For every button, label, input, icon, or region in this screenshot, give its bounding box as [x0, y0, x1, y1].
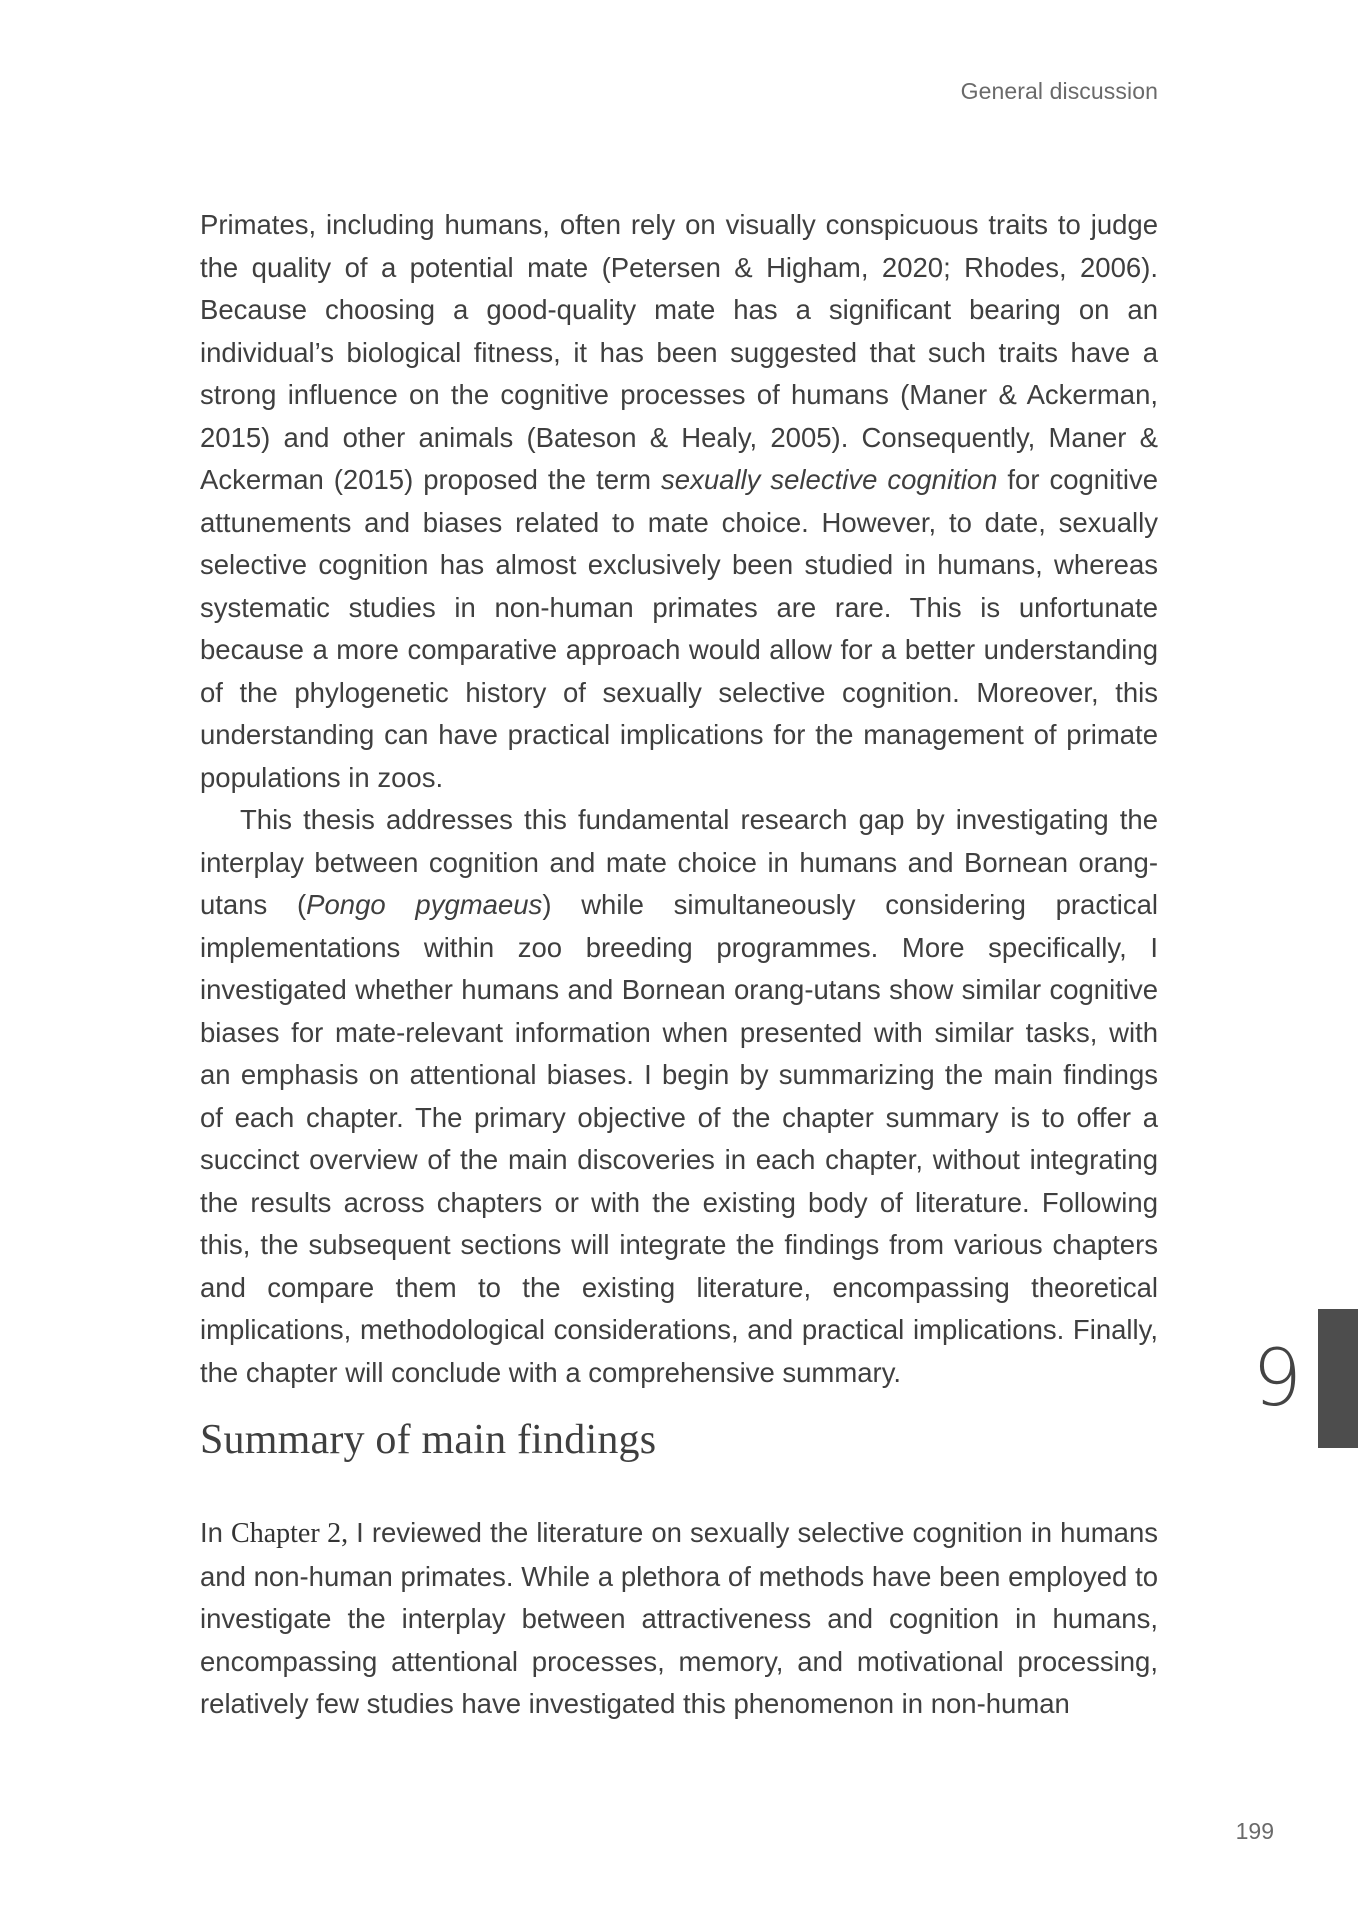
chapter-thumb-tab — [1318, 1309, 1358, 1448]
paragraph-2-text-b: ) while simultaneously considering practical implementations within zoo breeding programmes. More specifically, I investigated whether humans and Bornean orang-utans show similar cognitive biases for mate-relevant information when presented with similar tasks, with an emphasis on attentional biases. I begin by summarizing the main findings of each chapter. The primary objective of the chapter summary is to offer a succinct overview of the main discoveries in each chapter, without integrating the results across chapters or with the existing body of literature. Following this, the subsequent sections will integrate the findings from various chapters and compare them to the existing literature, encompassing theoretical implications, methodological considerations, and practical implications. Finally, the chapter will conclude with a comprehensive summary. — [200, 889, 1158, 1388]
body-text — [200, 204, 1158, 1394]
paragraph-2-text-a: This thesis addresses this fundamental research gap by investigating the interplay between cognition and mate choice in humans and Bornean orang-utans ( — [200, 804, 1158, 920]
species-name: Pongo pygmaeus — [306, 889, 543, 920]
paragraph-3-text: I reviewed the literature on sexually selective cognition in humans and non-human primates. While a plethora of methods have been employed to investigate the interplay between attractiveness and cognition in humans, encompassing attentional processes, memory, and motivational processing, relatively few studies have investigated this phenomenon in non-human — [200, 1517, 1158, 1719]
paragraph-3-intro: In — [200, 1517, 232, 1548]
chapter-reference: Chapter 2, — [231, 1518, 349, 1549]
page-number: 199 — [1235, 1818, 1274, 1844]
paragraph-2 — [200, 799, 1158, 1394]
paragraph-3 — [200, 1512, 1158, 1726]
paragraph-1-text-a: Primates, including humans, often rely on visually conspicuous traits to judge the quality of a potential mate (Petersen & Higham, 2020; Rhodes, 2006). Because choosing a good-quality mate has a significant bearing on an individual’s biological fitness, it has been suggested that such traits have a strong influence on the cognitive processes of humans (Maner & Ackerman, 2015) and other animals (Bateson & Healy, 2005). Consequently, Maner & Ackerman (2015) proposed the term — [200, 209, 1158, 495]
section-heading: Summary of main findings — [200, 1417, 657, 1463]
running-header: General discussion — [960, 78, 1158, 104]
term-sexually-selective-cognition: sexually selective cognition — [661, 464, 998, 495]
paragraph-1-text-b: for cognitive attunements and biases related to mate choice. However, to date, sexually selective cognition has almost exclusively been studied in humans, whereas systematic studies in non-human primates are rare. This is unfortunate because a more comparative approach would allow for a better understanding of the phylogenetic history of sexually selective cognition. Moreover, this understanding can have practical implications for the management of primate populations in zoos. — [200, 464, 1158, 793]
section-body — [200, 1512, 1158, 1726]
chapter-number: 9 — [1252, 1334, 1302, 1424]
paragraph-1 — [200, 204, 1158, 799]
